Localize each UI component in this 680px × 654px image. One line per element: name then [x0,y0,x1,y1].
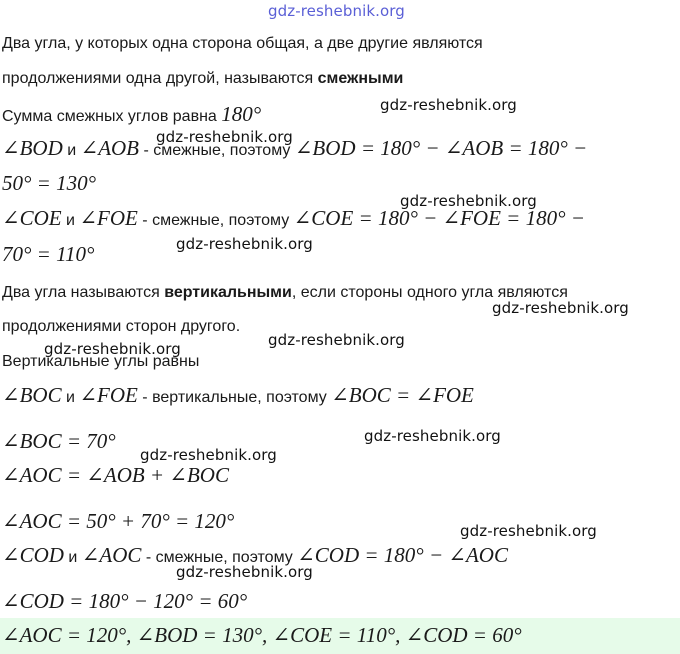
coe-equation-cont: 70° = 110° [2,242,95,266]
vertical-equal-line: Вертикальные углы равны [2,353,200,370]
aoc-value: ∠AOC = 50° + 70° = 120° [2,509,235,533]
definition-vertical-line1 [2,282,568,304]
vertical-therefore: - вертикальные, поэтому [137,389,332,406]
angle-bod: ∠BOD [2,136,63,160]
watermark: gdz-reshebnik.org [176,563,313,581]
definition-vertical-line2: продолжениями сторон другого. [2,318,241,335]
watermark: gdz-reshebnik.org [140,446,277,464]
coe-equation: ∠COE = 180° − ∠FOE = 180° − [293,206,585,230]
boc-vertical-line [2,384,474,409]
angle-cod: ∠COD [2,543,64,567]
angle-foe: ∠FOE [79,383,138,407]
sum-adjacent-line [2,103,261,128]
definition-adjacent-text: продолжениями одна другой, называются [2,70,318,87]
conj: и [63,549,82,566]
cod-value: ∠COD = 180° − 120° = 60° [2,589,248,613]
adjacent-therefore: - смежные, поэтому [139,142,295,159]
watermark: gdz-reshebnik.org [364,427,501,445]
adjacent-therefore: - смежные, поэтому [141,549,298,566]
watermark-top: gdz-reshebnik.org [268,2,405,20]
watermark: gdz-reshebnik.org [400,192,537,210]
angle-aoc: ∠AOC [81,543,142,567]
term-adjacent: смежными [317,70,404,87]
watermark: gdz-reshebnik.org [492,299,629,317]
bod-adjacent-line [2,137,587,162]
angle-coe: ∠COE [2,206,62,230]
conj: и [61,389,80,406]
watermark: gdz-reshebnik.org [176,235,313,253]
watermark: gdz-reshebnik.org [460,522,597,540]
adjacent-therefore: - смежные, поэтому [137,212,294,229]
boc-equation: ∠BOC = ∠FOE [331,383,474,407]
watermark: gdz-reshebnik.org [44,340,181,358]
definition-vertical-text: Два угла называются [2,284,165,301]
coe-adjacent-line [2,207,585,232]
aoc-sum-equation: ∠AOC = ∠AOB + ∠BOC [2,463,229,487]
boc-value: ∠BOC = 70° [2,429,116,453]
bod-equation-cont: 50° = 130° [2,171,96,195]
definition-vertical-text-2: , если стороны одного угла являются [291,284,568,301]
watermark: gdz-reshebnik.org [156,128,293,146]
watermark: gdz-reshebnik.org [380,96,517,114]
cod-equation: ∠COD = 180° − ∠AOC [297,543,508,567]
conj: и [62,142,81,159]
angle-boc: ∠BOC [2,383,62,407]
angle-aob: ∠AOB [80,136,140,160]
term-vertical: вертикальными [164,284,292,301]
sum-adjacent-text: Сумма смежных углов равна [2,108,222,125]
watermark: gdz-reshebnik.org [268,331,405,349]
conj: и [61,212,80,229]
definition-adjacent-line1: Два угла, у которых одна сторона общая, а две другие являются [2,35,483,52]
bod-equation: ∠BOD = 180° − ∠AOB = 180° − [294,136,588,160]
answer-line: ∠AOC = 120°, ∠BOD = 130°, ∠COE = 110°, ∠COD = 60° [2,623,522,647]
sum-adjacent-math: 180° [221,102,262,126]
angle-foe: ∠FOE [79,206,138,230]
definition-adjacent-line2 [2,68,403,90]
